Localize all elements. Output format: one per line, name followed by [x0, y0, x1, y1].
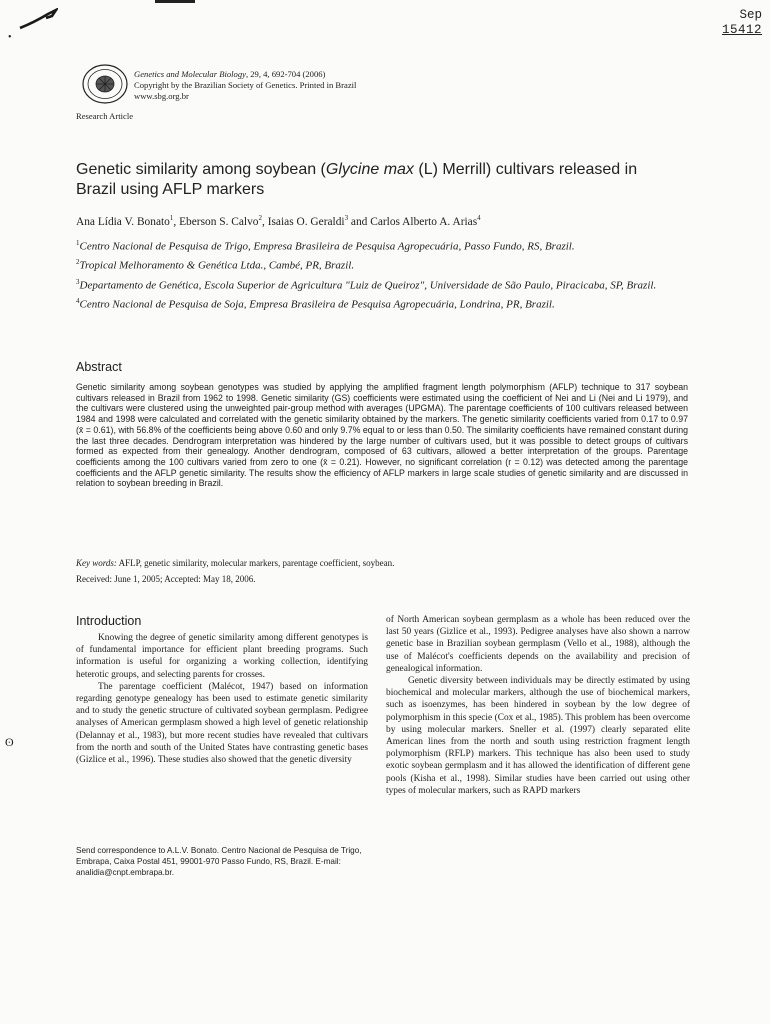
paragraph: of North American soybean germplasm as a whole has been reduced over the last 50 years (Gizlice et al., 1993). Pedigree analyses have also shown a narrow genetic base in Brazilian soybean germplasm (Vello et al., 1988), although the use of Malécot's coefficients depends on the availability and precision of genealogical information. [386, 615, 690, 674]
stamp-number: 15412 [721, 23, 762, 37]
abstract-body: Genetic similarity among soybean genotypes was studied by applying the amplified fragment length polymorphism (AFLP) technique to 317 soybean cultivars released in Brazil from 1962 to 1998. Genetic similarity (GS) coefficients were estimated using the coefficient of Nei and Li (Nei and Li 1979), and the cultivars were clustered using the unweighted pair-group method with averages (UPGMA). The parentage coefficients of 100 cultivars released between 1984 and 1998 were calculated and correlated with the genetic similarity obtained by the markers. The genetic similarity coefficients varied from 0.17 to 0.97 (x̄ = 0.61), with 56.8% of the coefficients being above 0.60 and only 9.7% equal to or less than 0.50. The similarity coefficients have remained constant during the last three decades. Dendrogram interpretation was hindered by the large number of cultivars used, but it was possible to detect groups of cultivars formed as expected from their genealogy. Another dendrogram, composed of 63 cultivars, allowed a better interpretation of the groups. Parentage coefficients among the 100 cultivars varied from zero to one (x̄ = 0.21). However, no significant correlation (r = 0.12) was detected among the parentage coefficients and the AFLP genetic similarity. The results show the efficiency of AFLP markers in large scale studies of genetic similarity and are discussed in relation to soybean breeding in Brazil. [76, 382, 688, 489]
author-name: Isaias O. Geraldi [267, 215, 345, 228]
received-dates: Received: June 1, 2005; Accepted: May 18, 2006. [76, 574, 256, 584]
stamp [722, 8, 762, 38]
intro-left-column [76, 632, 368, 766]
affiliation-text: Tropical Melhoramento & Genética Ltda., Cambé, PR, Brazil. [79, 259, 355, 272]
affiliation [76, 275, 691, 294]
author-affiliation: 3 [344, 214, 349, 222]
stamp-month: Sep [739, 8, 762, 22]
author-list [76, 214, 481, 228]
author-name: Carlos Alberto A. Arias [370, 215, 478, 228]
journal-citation: , 29, 4, 692-704 (2006) [245, 69, 326, 79]
keywords-list: AFLP, genetic similarity, molecular markers, parentage coefficient, soybean. [116, 558, 395, 568]
author-affiliation: 2 [258, 214, 262, 222]
author-separator: , [173, 215, 180, 228]
pen-mark-icon [18, 8, 58, 32]
author-affiliation: 4 [477, 214, 481, 222]
journal-name: Genetics and Molecular Biology [134, 69, 246, 79]
affiliation-number: 4 [76, 296, 80, 305]
author-affiliation: 1 [169, 214, 174, 222]
journal-header [134, 69, 356, 102]
author [76, 216, 179, 228]
correspondence-note: Send correspondence to A.L.V. Bonato. Centro Nacional de Pesquisa de Trigo, Embrapa, Caixa Postal 451, 99001-970 Passo Fundo, RS, Brazil. E-mail: analidia@cnpt.embrapa.br. [76, 846, 362, 877]
journal-url: www.sbg.org.br [134, 91, 189, 101]
abstract-heading: Abstract [76, 360, 122, 374]
author [370, 216, 480, 228]
society-logo-icon [80, 62, 130, 106]
affiliation-number: 2 [76, 258, 80, 267]
affiliation [76, 236, 691, 255]
journal-copyright: Copyright by the Brazilian Society of Genetics. Printed in Brazil [134, 80, 357, 90]
author-separator: and [348, 215, 371, 228]
title-species: Glycine max [325, 161, 414, 178]
title-part-1: Genetic similarity among soybean ( [76, 161, 326, 178]
introduction-heading: Introduction [76, 614, 142, 628]
paper-title [76, 160, 676, 200]
author [268, 216, 371, 228]
author-name: Eberson S. Calvo [179, 215, 259, 228]
affiliation-text: Centro Nacional de Pesquisa de Trigo, Empresa Brasileira de Pesquisa Agropecuária, Passo Fundo, RS, Brazil. [79, 240, 575, 253]
intro-right-column [386, 614, 690, 797]
affiliation-list [76, 236, 691, 313]
keywords-label: Key words: [76, 558, 117, 568]
margin-mark: • [8, 32, 12, 43]
author-separator: , [262, 215, 268, 228]
author-name: Ana Lídia V. Bonato [76, 215, 170, 228]
affiliation-number: 1 [76, 239, 80, 247]
keywords [76, 558, 688, 568]
affiliation-text: Centro Nacional de Pesquisa de Soja, Empresa Brasileira de Pesquisa Agropecuária, Londrina, PR, Brazil. [79, 298, 555, 311]
affiliation-number: 3 [76, 277, 80, 286]
author [179, 216, 268, 228]
article-type: Research Article [76, 111, 134, 121]
scan-top-mark [155, 0, 195, 3]
affiliation-text: Departamento de Genética, Escola Superior de Agricultura "Luiz de Queiroz", Universidade de São Paulo, Piracicaba, SP, Brazil. [79, 279, 657, 292]
paragraph: The parentage coefficient (Malécot, 1947) based on information regarding genotype genealogy has been used to estimate genetic similarity and to study the genetic structure of cultivated soybean germplasm. Pedigree analyses of American germplasm showed a high level of genetic relationship (Delannay et al., 1983), but more recent studies have revealed that cultivars from the north and south of the United States have contrasting genetic bases (Gizlice et al., 1996). These studies also showed that the genetic diversity [76, 681, 368, 766]
affiliation [76, 255, 691, 274]
paragraph: Genetic diversity between individuals may be directly estimated by using biochemical and molecular markers, although the use of biochemical markers, such as isoenzymes, has been hindered in soybean by the low degree of polymorphism in this specie (Cox et al., 1985). This problem has been overcome by using molecular markers. Sneller et al. (1997) clearly separated elite American lines from the north and south using restriction fragment length polymorphism (RFLP) markers. This technique has also been used to study exotic soybean germplasm and it has allowed the identification of different gene pools (Kisha et al., 1998). Similar studies have been carried out using other types of molecular markers, such as RAPD markers [386, 676, 690, 796]
margin-mark: ʘ [5, 735, 14, 749]
paragraph: Knowing the degree of genetic similarity among different genotypes is of fundamental importance for efficient plant breeding programs. Such information is useful for organizing a working collection, identifying heterotic groups, and selecting parents for crosses. [76, 633, 368, 680]
affiliation [76, 294, 691, 313]
title-part-2: (L) Merrill) cultivars released in Brazil using AFLP markers [76, 161, 638, 198]
